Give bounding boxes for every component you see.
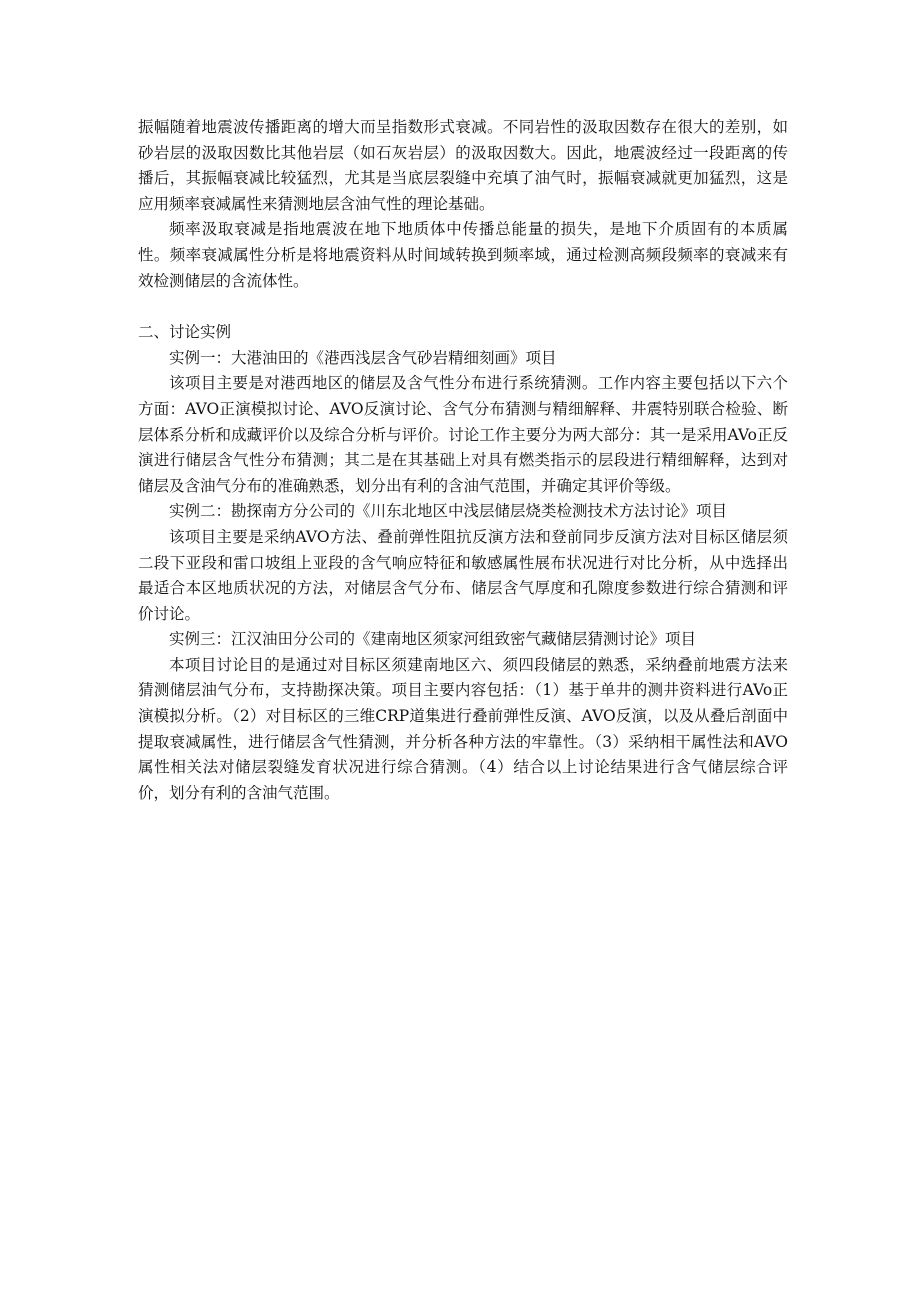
example-3-body: 本项目讨论目的是通过对目标区须建南地区六、须四段储层的熟悉，采纳叠前地震方法来猜测储层油气分布，支持勘探决策。项目主要内容包括：（1）基于单井的测井资料进行AVo正演模拟分析。（2）对目标区的三维CRP道集进行叠前弹性反演、AVO反演，以及从叠后剖面中提取衰减属性，进行储层含气性猜测，并分析各种方法的牢靠性。（3）采纳相干属性法和AVO属性相关法对储层裂缝发育状况进行综合猜测。（4）结合以上讨论结果进行含气储层综合评价，划分有利的含油气范围。 xyxy=(138,655,788,802)
example-1-body: 该项目主要是对港西地区的储层及含气性分布进行系统猜测。工作内容主要包括以下六个方面：AVO正演模拟讨论、AVO反演讨论、含气分布猜测与精细解释、井震特别联合检验、断层体系分析和成藏评价以及综合分析与评价。讨论工作主要分为两大部分：其一是采用AVo正反演进行储层含气性分布猜测；其二是在其基础上对具有燃类指示的层段进行精细解释，达到对储层及含油气分布的准确熟悉，划分出有利的含油气范围，并确定其评价等级。 xyxy=(138,374,788,495)
section-heading: 二、讨论实例 xyxy=(138,323,232,342)
paragraph-frequency-absorption: 频率汲取衰减是指地震波在地下地质体中传播总能量的损失，是地下介质固有的本质属性。频率衰减属性分析是将地震资料从时间域转换到频率域，通过检测高频段频率的衰减来有效检测储层的含流体性。 xyxy=(138,220,788,290)
document-body xyxy=(138,115,788,806)
example-2-body: 该项目主要是采纳AVO方法、叠前弹性阻抗反演方法和登前同步反演方法对目标区储层须二段下亚段和雷口坡组上亚段的含气响应特征和敏感属性展布状况进行对比分析，从中选择出最适合本区地质状况的方法，对储层含气分布、储层含气厚度和孔隙度参数进行综合猜测和评价讨论。 xyxy=(138,527,788,623)
paragraph-attenuation-intro: 振幅随着地震波传播距离的增大而呈指数形式衰减。不同岩性的汲取因数存在很大的差别，如砂岩层的汲取因数比其他岩层（如石灰岩层）的汲取因数大。因此，地震波经过一段距离的传播后，其振幅衰减比较猛烈，尤其是当底层裂缝中充填了油气时，振幅衰减就更加猛烈，这是应用频率衰减属性来猜测地层含油气性的理论基础。 xyxy=(138,118,788,213)
paragraph-spacer xyxy=(138,294,788,320)
example-1-title: 实例一：大港油田的《港西浅层含气砂岩精细刻画》项目 xyxy=(169,348,557,367)
example-2-title: 实例二：勘探南方分公司的《川东北地区中浅层储层烧类检测技术方法讨论》项目 xyxy=(169,502,728,521)
example-3-title: 实例三：江汉油田分公司的《建南地区须家河组致密气藏储层猜测讨论》项目 xyxy=(169,630,697,649)
